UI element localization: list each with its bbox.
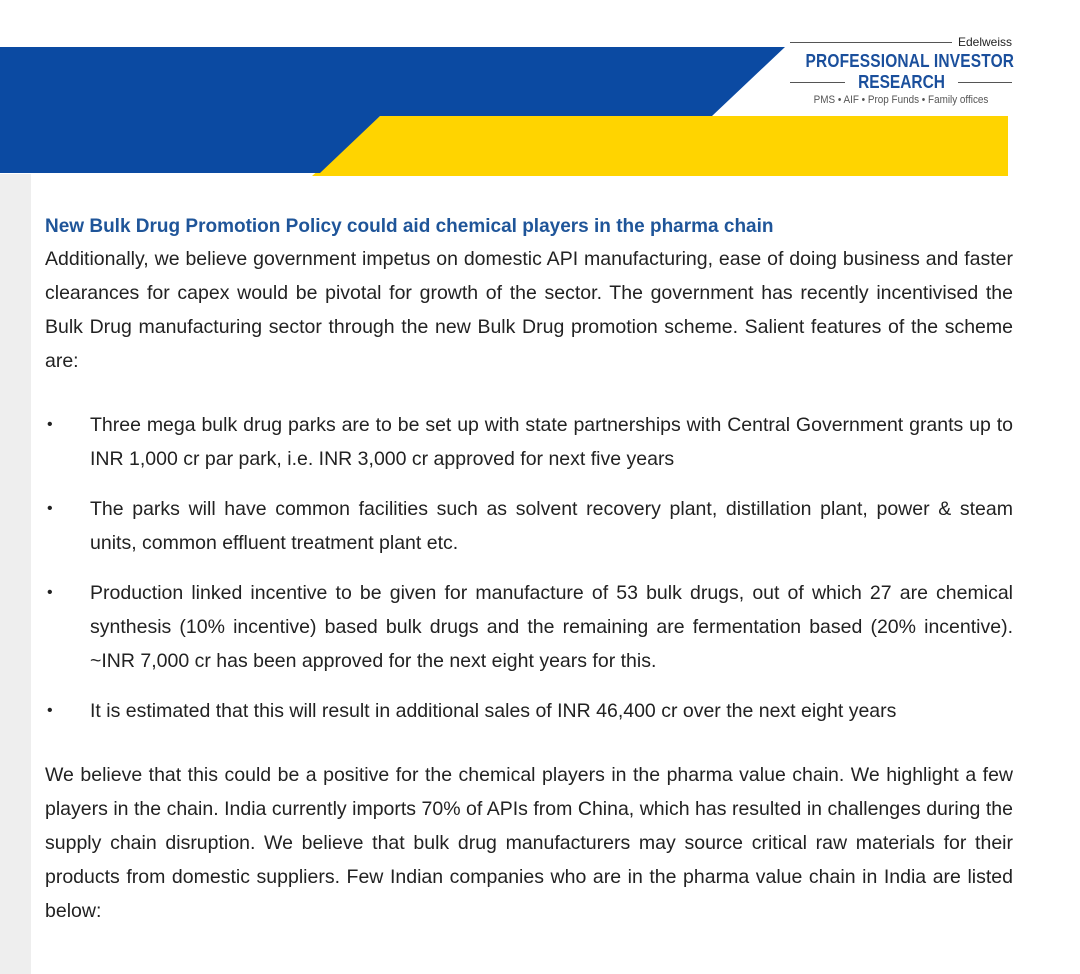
list-item-text: Production linked incentive to be given for manufacture of 53 bulk drugs, out of which 27 are chemical synthesis (10% incentive) based bulk drugs and the remaining are fermentation based (20% incentive). ~INR 7,000 cr has been approved for the next eight years for this.	[90, 582, 1013, 672]
list-item	[45, 694, 1013, 728]
closing-paragraph: We believe that this could be a positive for the chemical players in the pharma value chain. We highlight a few players in the chain. India currently imports 70% of APIs from China, which has resulted in challenges during the supply chain disruption. We believe that bulk drug manufacturers may source critical raw materials for their products from domestic suppliers. Few Indian companies who are in the pharma value chain in India are listed below:	[45, 764, 1013, 922]
bullet-icon: •	[47, 416, 53, 433]
list-item-text: Three mega bulk drug parks are to be set up with state partnerships with Central Government grants up to INR 1,000 cr par park, i.e. INR 3,000 cr approved for next five years	[90, 414, 1013, 470]
list-item-text: The parks will have common facilities such as solvent recovery plant, distillation plant, power & steam units, common effluent treatment plant etc.	[90, 498, 1013, 554]
banner-yellow-band	[312, 116, 1008, 176]
list-item	[45, 492, 1013, 560]
list-item-text: It is estimated that this will result in additional sales of INR 46,400 cr over the next eight years	[90, 700, 897, 722]
list-item	[45, 576, 1013, 678]
brand-tagline: PMS • AIF • Prop Funds • Family offices	[813, 94, 989, 106]
left-margin-strip	[0, 174, 31, 974]
document-body	[45, 212, 1013, 928]
brand-top-text: Edelweiss	[957, 35, 1012, 49]
bullet-icon: •	[47, 500, 53, 517]
feature-list	[45, 408, 1013, 728]
section-heading: New Bulk Drug Promotion Policy could aid chemical players in the pharma chain	[45, 216, 774, 237]
brand-sub-text: RESEARCH	[857, 72, 945, 92]
intro-paragraph: Additionally, we believe government impetus on domestic API manufacturing, ease of doing business and faster clearances for capex would be pivotal for growth of the sector. The government has recently incentivised the Bulk Drug manufacturing sector through the new Bulk Drug promotion scheme. Salient features of the scheme are:	[45, 248, 1013, 372]
bullet-icon: •	[47, 702, 53, 719]
bullet-icon: •	[47, 584, 53, 601]
brand-main-text: PROFESSIONAL INVESTOR	[805, 51, 1015, 71]
list-item	[45, 408, 1013, 476]
brand-logo	[790, 34, 1015, 106]
